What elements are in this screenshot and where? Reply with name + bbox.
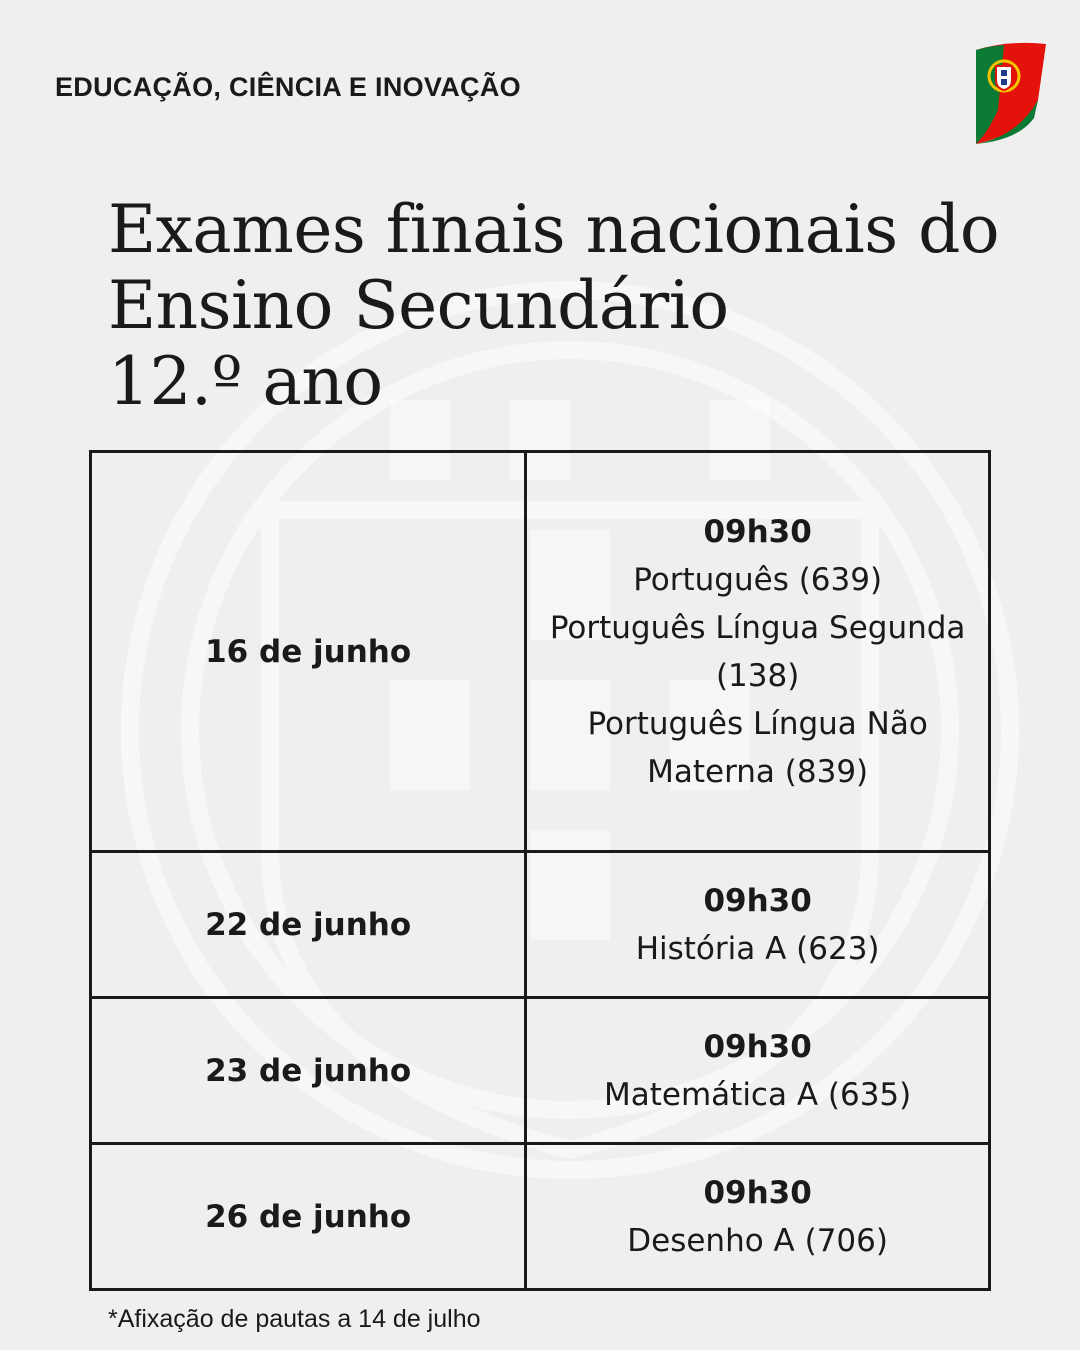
exam-subject: Português Língua Segunda (138) <box>549 609 966 694</box>
exam-schedule-table <box>89 450 991 1291</box>
exam-subject: História A (623) <box>635 930 880 967</box>
title-line-2: Ensino Secundário <box>108 267 729 344</box>
table-row <box>91 852 990 998</box>
exam-subject: Português (639) <box>633 561 883 598</box>
exam-date: 16 de junho <box>91 452 526 852</box>
exam-details <box>526 452 990 852</box>
exam-subject: Desenho A (706) <box>627 1222 888 1259</box>
table-row <box>91 452 990 852</box>
exam-subject: Matemática A (635) <box>604 1076 912 1113</box>
page-title <box>108 192 1008 420</box>
title-line-1: Exames finais nacionais do <box>108 191 1000 268</box>
exam-details <box>526 852 990 998</box>
exam-date: 26 de junho <box>91 1144 526 1290</box>
exam-time: 09h30 <box>703 513 812 550</box>
exam-time: 09h30 <box>703 882 812 919</box>
exam-details <box>526 998 990 1144</box>
portugal-government-flag-icon <box>968 40 1048 146</box>
exam-time: 09h30 <box>703 1174 812 1211</box>
exam-time: 09h30 <box>703 1028 812 1065</box>
ministry-label: EDUCAÇÃO, CIÊNCIA E INOVAÇÃO <box>55 72 521 102</box>
title-line-3: 12.º ano <box>108 343 383 420</box>
exam-subject: Português Língua Não Materna (839) <box>587 705 928 790</box>
exam-date: 23 de junho <box>91 998 526 1144</box>
table-row <box>91 1144 990 1290</box>
footnote: *Afixação de pautas a 14 de julho <box>108 1305 481 1333</box>
table-row <box>91 998 990 1144</box>
exam-date: 22 de junho <box>91 852 526 998</box>
exam-details <box>526 1144 990 1290</box>
